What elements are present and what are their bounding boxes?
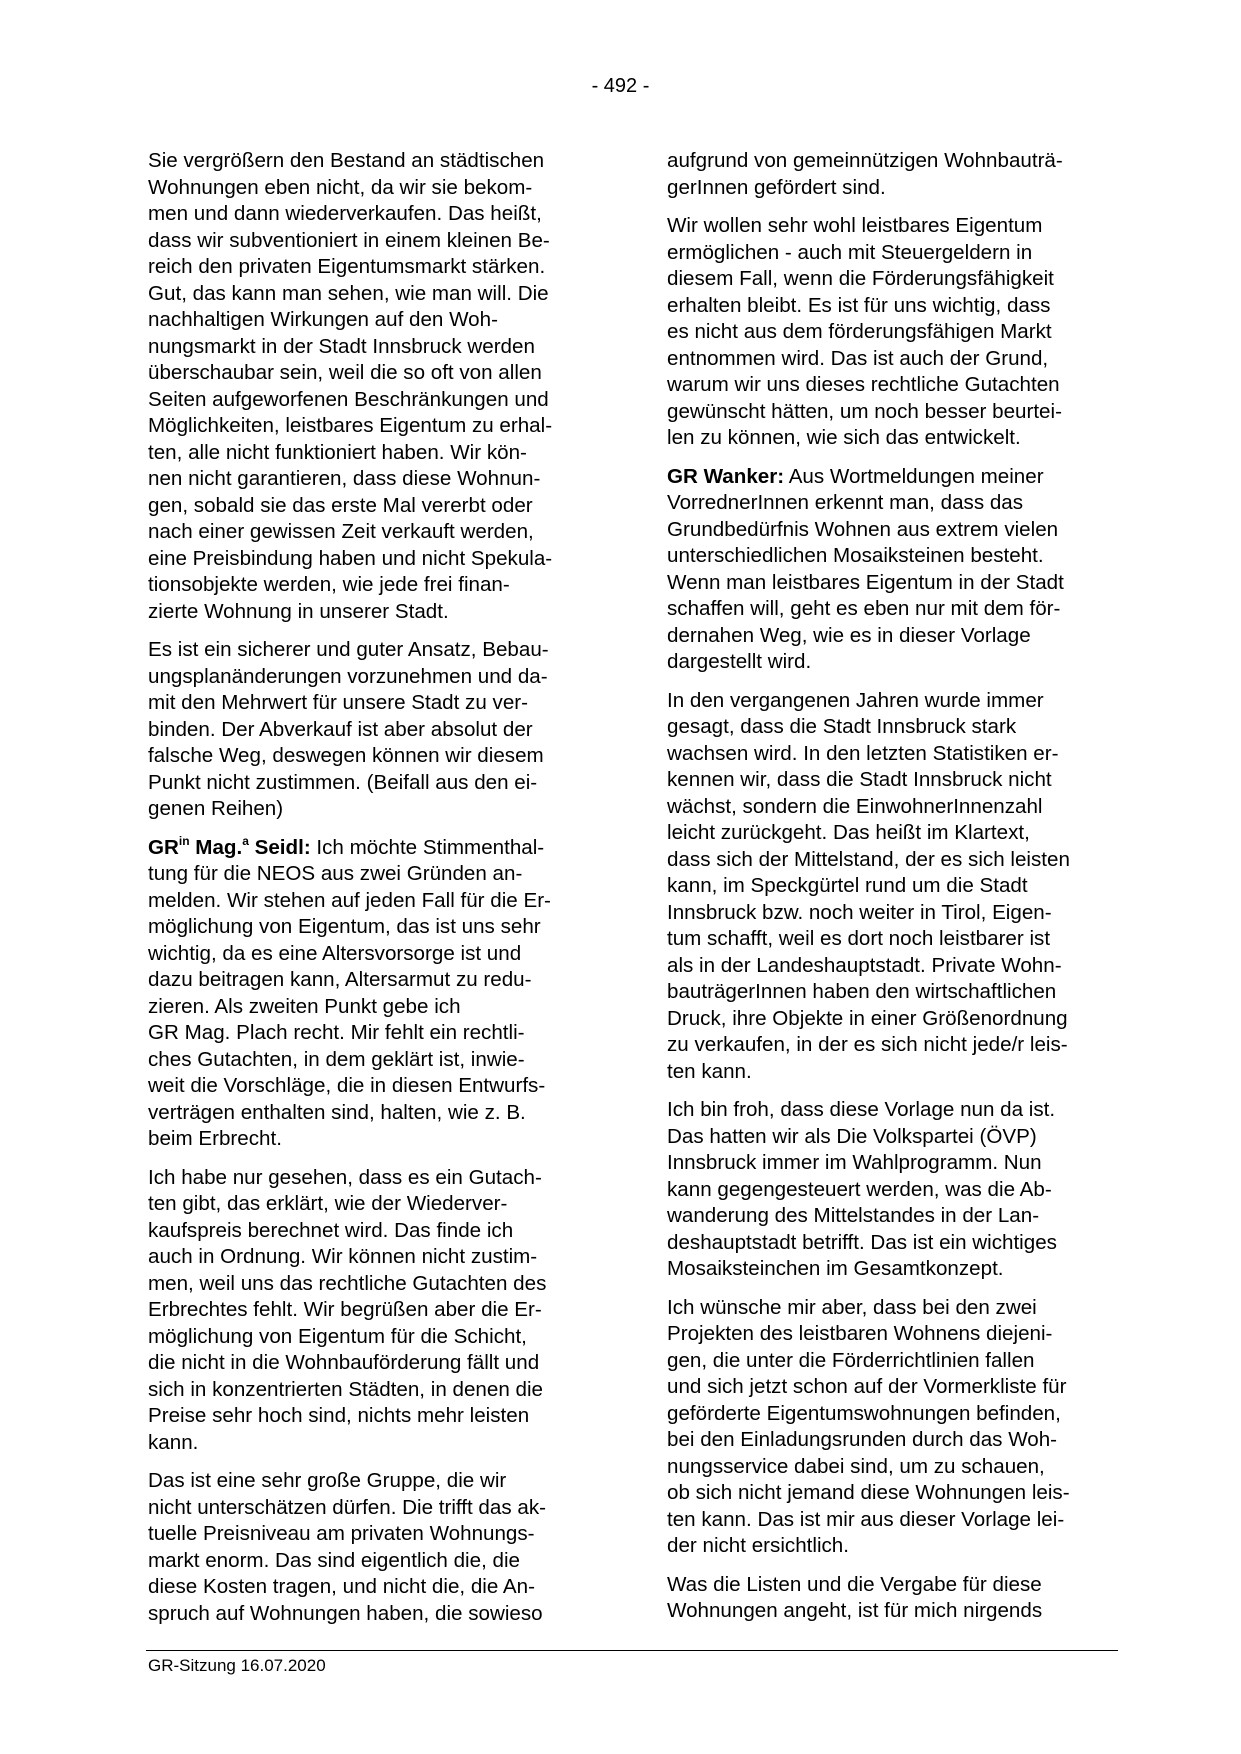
text-line: Wenn man leistbares Eigentum in der Stadt (667, 570, 1064, 594)
text-line: Ich habe nur gesehen, dass es ein Gutach- (148, 1165, 542, 1189)
text-line: wachsen wird. In den letzten Statistiken er- (667, 741, 1059, 765)
text-line: Erbrechtes fehlt. Wir begrüßen aber die Er- (148, 1298, 542, 1321)
text-line: eine Preisbindung haben und nicht Spekula- (148, 546, 553, 570)
text-line: Wohnungen angeht, ist für mich nirgends (667, 1599, 1043, 1622)
left-column (148, 148, 596, 1639)
text-line: gen, sobald sie das erste Mal vererbt oder (148, 493, 533, 517)
text-line: markt enorm. Das sind eigentlich die, die (148, 1548, 521, 1572)
paragraph (667, 1295, 1115, 1560)
text-line: wächst, sondern die EinwohnerInnenzahl (667, 794, 1043, 818)
text-line: deshauptstadt betrifft. Das ist ein wichtiges (667, 1230, 1057, 1254)
paragraph (667, 1572, 1115, 1625)
text-line: Wohnungen eben nicht, da wir sie bekom- (148, 175, 533, 199)
text-line: nungsmarkt in der Stadt Innsbruck werden (148, 334, 535, 358)
text-line: Was die Listen und die Vergabe für diese (667, 1572, 1042, 1596)
text-line: verträgen enthalten sind, halten, wie z. B. (148, 1100, 526, 1124)
text-line: ches Gutachten, in dem geklärt ist, inwie- (148, 1047, 525, 1071)
text-line: erhalten bleibt. Es ist für uns wichtig, dass (667, 293, 1051, 317)
speaker-name-wanker: GR Wanker: (667, 464, 785, 488)
text-line: men, weil uns das rechtliche Gutachten des (148, 1271, 547, 1295)
text-line: tuelle Preisniveau am privaten Wohnungs- (148, 1522, 535, 1545)
speaker-name-seidl: $GR^{in}$ Mag.$^a$ Seidl: (148, 833, 311, 859)
text-line: kann, im Speckgürtel rund um die Stadt (667, 874, 1028, 897)
text-line: Punkt nicht zustimmen. (Beifall aus den ei- (148, 770, 538, 794)
text-line: wichtig, da es eine Altersvorsorge ist und (148, 941, 522, 965)
text-line: falsche Weg, deswegen können wir diesem (148, 744, 544, 767)
text-line: Das hatten wir als Die Volkspartei (ÖVP) (667, 1124, 1037, 1148)
text-line: diese Kosten tragen, und nicht die, die An- (148, 1575, 535, 1598)
text-line: Preise sehr hoch sind, nichts mehr leisten (148, 1404, 530, 1427)
paragraph (667, 688, 1115, 1086)
text-line: kann gegengesteuert werden, was die Ab- (667, 1177, 1052, 1201)
paragraph-first-line: GR Wanker: Aus Wortmeldungen meiner (667, 464, 1044, 488)
text-line: Wir wollen sehr wohl leistbares Eigentum (667, 214, 1043, 237)
text-line: binden. Der Abverkauf ist aber absolut der (148, 717, 533, 741)
text-line: nungsservice dabei sind, um zu schauen, (667, 1454, 1045, 1478)
page-number: - 492 - (591, 75, 650, 97)
paragraph-first-line: $GR^{in}$ Mag.$^a$ Seidl: Ich möchte Stimmenthal- (148, 833, 545, 859)
paragraph (667, 213, 1115, 452)
text-line: dargestellt wird. (667, 650, 812, 673)
text-line: Das ist eine sehr große Gruppe, die wir (148, 1469, 507, 1492)
paragraph (667, 148, 1115, 201)
text-line: ten gibt, das erklärt, wie der Wiederver- (148, 1192, 508, 1215)
text-line: melden. Wir stehen auf jeden Fall für die Er- (148, 888, 551, 912)
text-line: leicht zurückgeht. Das heißt im Klartext, (667, 821, 1030, 844)
text-line: dernahen Weg, wie es in dieser Vorlage (667, 623, 1031, 647)
right-column (667, 148, 1115, 1637)
text-line: gesagt, dass die Stadt Innsbruck stark (667, 715, 1017, 738)
text-line: aufgrund von gemeinnützigen Wohnbauträ- (667, 149, 1063, 172)
text-line: nachhaltigen Wirkungen auf den Woh- (148, 308, 498, 331)
text-line: Projekten des leistbaren Wohnens diejeni- (667, 1322, 1053, 1345)
text-line: ob sich nicht jemand diese Wohnungen leis- (667, 1481, 1070, 1504)
text-line: Möglichkeiten, leistbares Eigentum zu erhal- (148, 414, 553, 437)
text-line: gen, die unter die Förderrichtlinien fallen (667, 1348, 1035, 1372)
text-line: auch in Ordnung. Wir können nicht zustim- (148, 1245, 538, 1268)
text-line: nach einer gewissen Zeit verkauft werden, (148, 520, 534, 543)
text-line: überschaubar sein, weil die so oft von allen (148, 361, 542, 384)
text-line: und sich jetzt schon auf der Vormerkliste für (667, 1375, 1067, 1398)
text-line: gewünscht hätten, um noch besser beurtei- (667, 399, 1062, 423)
paragraph-lines (148, 861, 596, 1153)
text-line: bauträgerInnen haben den wirtschaftlichen (667, 980, 1057, 1003)
text-line: als in der Landeshauptstadt. Private Wohn- (667, 953, 1062, 977)
text-line: kann. (148, 1430, 199, 1454)
paragraph-lines (667, 490, 1115, 676)
speaker-paragraph-wanker (667, 464, 1115, 676)
text-line: ermöglichen - auch mit Steuergeldern in (667, 240, 1033, 264)
text-line: mit den Mehrwert für unsere Stadt zu ver- (148, 691, 528, 714)
text-line: Grundbedürfnis Wohnen aus extrem vielen (667, 517, 1059, 541)
text-line: dass sich der Mittelstand, der es sich leisten (667, 847, 1070, 871)
text-line: genen Reihen) (148, 797, 284, 820)
text-line: Ich wünsche mir aber, dass bei den zwei (667, 1295, 1037, 1319)
text-line: dass wir subventioniert in einem kleinen Be- (148, 228, 550, 252)
text-line: zieren. Als zweiten Punkt gebe ich (148, 994, 461, 1018)
text-line: tionsobjekte werden, wie jede frei finan- (148, 573, 510, 596)
paragraph (148, 1165, 596, 1457)
text-line: schaffen will, geht es eben nur mit dem för- (667, 597, 1061, 620)
text-line: Seiten aufgeworfenen Beschränkungen und (148, 387, 549, 411)
text-line: Sie vergrößern den Bestand an städtischen (148, 149, 545, 172)
text-line: men und dann wiederverkaufen. Das heißt, (148, 202, 542, 225)
text-line: entnommen wird. Das ist auch der Grund, (667, 346, 1049, 370)
text-line: spruch auf Wohnungen haben, die sowieso (148, 1601, 543, 1625)
footer-divider (146, 1650, 1118, 1651)
text-line: nen nicht garantieren, dass diese Wohnun- (148, 467, 541, 490)
text-line: sich in konzentrierten Städten, in denen die (148, 1377, 543, 1401)
text-line: der nicht ersichtlich. (667, 1534, 849, 1557)
paragraph (148, 1468, 596, 1627)
text-line: Innsbruck immer im Wahlprogramm. Nun (667, 1151, 1042, 1174)
text-line: Druck, ihre Objekte in einer Größenordnung (667, 1006, 1068, 1030)
text-line: ten, alle nicht funktioniert haben. Wir kön- (148, 440, 527, 464)
text-line: möglichung von Eigentum für die Schicht, (148, 1324, 527, 1348)
text-line: beim Erbrecht. (148, 1127, 282, 1150)
text-line: len zu können, wie sich das entwickelt. (667, 426, 1021, 449)
text-line: warum wir uns dieses rechtliche Gutachten (667, 373, 1060, 396)
text-line: ungsplanänderungen vorzunehmen und da- (148, 664, 548, 688)
text-line: geförderte Eigentumswohnungen befinden, (667, 1401, 1061, 1425)
paragraph (148, 637, 596, 823)
text-line: bei den Einladungsrunden durch das Woh- (667, 1428, 1058, 1451)
text-line: unterschiedlichen Mosaiksteinen besteht. (667, 544, 1044, 567)
paragraph (667, 1097, 1115, 1283)
text-line: wanderung des Mittelstandes in der Lan- (667, 1204, 1040, 1227)
text-line: kaufspreis berechnet wird. Das finde ich (148, 1218, 514, 1242)
text-line: weit die Vorschläge, die in diesen Entwurfs- (148, 1074, 546, 1097)
text-line: gerInnen gefördert sind. (667, 175, 886, 199)
text-line: ten kann. Das ist mir aus dieser Vorlage lei- (667, 1507, 1065, 1531)
text-line: Ich bin froh, dass diese Vorlage nun da ist. (667, 1098, 1056, 1121)
text-line: VorrednerInnen erkennt man, dass das (667, 491, 1024, 514)
text-line: die nicht in die Wohnbauförderung fällt und (148, 1351, 540, 1374)
text-line: GR Mag. Plach recht. Mir fehlt ein rechtli- (148, 1021, 525, 1044)
text-line: möglichung von Eigentum, das ist uns sehr (148, 915, 541, 938)
footer-session-date: GR-Sitzung 16.07.2020 (148, 1656, 326, 1675)
text-line: Es ist ein sicherer und guter Ansatz, Bebau- (148, 638, 549, 661)
text-line: nicht unterschätzen dürfen. Die trifft das ak- (148, 1495, 546, 1519)
text-line: dazu beitragen kann, Altersarmut zu redu- (148, 968, 532, 991)
speaker-paragraph-seidl (148, 835, 596, 1153)
text-line: es nicht aus dem förderungsfähigen Markt (667, 320, 1052, 343)
paragraph (148, 148, 596, 625)
text-line: zu verkaufen, in der es sich nicht jede/r leis- (667, 1033, 1068, 1056)
text-line: Mosaiksteinchen im Gesamtkonzept. (667, 1257, 1004, 1280)
text-line: Gut, das kann man sehen, wie man will. Die (148, 281, 549, 305)
text-line: tung für die NEOS aus zwei Gründen an- (148, 862, 523, 885)
text-line: ten kann. (667, 1059, 752, 1083)
text-line: Innsbruck bzw. noch weiter in Tirol, Eigen- (667, 900, 1052, 924)
text-line: reich den privaten Eigentumsmarkt stärken. (148, 255, 546, 278)
text-line: In den vergangenen Jahren wurde immer (667, 688, 1044, 712)
text-line: tum schafft, weil es dort noch leistbarer ist (667, 927, 1051, 950)
text-line: zierte Wohnung in unserer Stadt. (148, 599, 449, 623)
text-line: kennen wir, dass die Stadt Innsbruck nicht (667, 768, 1052, 791)
text-line: diesem Fall, wenn die Förderungsfähigkeit (667, 267, 1054, 290)
